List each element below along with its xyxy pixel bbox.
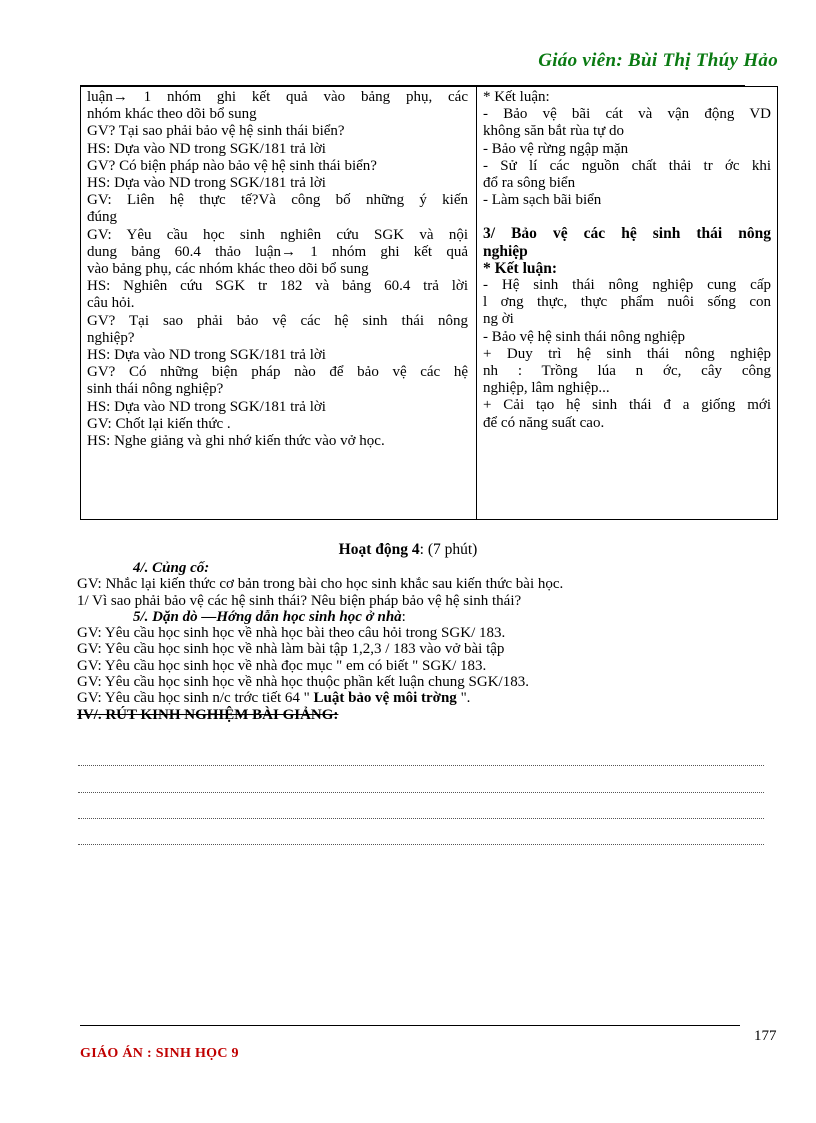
body-line: GV: Yêu cầu học sinh học về nhà làm bài tập 1,2,3 / 183 vào vở bài tập — [77, 641, 505, 658]
bottom-rule — [80, 1025, 740, 1026]
table-line: đổ ra sông biển — [483, 175, 576, 192]
table-line: luận→ 1 nhóm ghi kết quả vào bảng phụ, các — [87, 89, 468, 105]
table-line: câu hỏi. — [87, 295, 135, 312]
table-line: nhóm khác theo dõi bổ sung — [87, 106, 257, 123]
table-line: - Sử lí các nguồn chất thải tr ớc khi — [483, 157, 771, 174]
table-line: sinh thái nông nghiệp? — [87, 381, 224, 398]
table-line: + Duy trì hệ sinh thái nông nghiệp — [483, 345, 771, 362]
body-line: GV: Yêu cầu học sinh học về nhà đọc mục " em có biết " SGK/ 183. — [77, 657, 487, 674]
table-line: HS: Nghe giảng và ghi nhớ kiến thức vào vở học. — [87, 433, 385, 450]
table-line: - Bảo vệ hệ sinh thái nông nghiệp — [483, 328, 686, 345]
body-line: GV: Nhắc lại kiến thức cơ bản trong bài cho học sinh khắc sau kiến thức bài học. — [77, 576, 564, 593]
last-line-suffix: ". — [456, 690, 471, 707]
table-line: để có năng suất cao. — [483, 414, 605, 431]
table-line: HS: Dựa vào ND trong SGK/181 trả lời — [87, 140, 326, 157]
table-line: + Cải tạo hệ sinh thái đ a giống mới — [483, 397, 771, 414]
activity-title — [0, 541, 816, 559]
table-line: nh : Trồng lúa n ớc, cây công — [483, 363, 771, 380]
body-line: GV: Yêu cầu học sinh học về nhà học thuộc phần kết luận chung SGK/183. — [77, 674, 529, 691]
table-line: GV: Chốt lại kiến thức . — [87, 415, 231, 432]
lesson-body — [77, 560, 777, 723]
table-line: HS: Dựa vào ND trong SGK/181 trả lời — [87, 175, 326, 192]
table-line: * Kết luận: — [483, 89, 550, 105]
activity-time: : (7 phút) — [419, 541, 478, 558]
table-line: HS: Dựa vào ND trong SGK/181 trả lời — [87, 347, 326, 364]
table-line: HS: Dựa vào ND trong SGK/181 trả lời — [87, 398, 326, 415]
note-line — [78, 765, 764, 766]
table-line: không săn bắt rùa tự do — [483, 123, 625, 140]
teacher-student-column — [81, 87, 477, 519]
body-line — [77, 690, 777, 706]
table-line: vào bảng phụ, các nhóm khác theo dõi bổ sung — [87, 261, 369, 278]
table-line: GV: Liên hệ thực tế?Và công bố những ý kiến — [87, 192, 468, 209]
homework-label-suffix: : — [401, 608, 406, 625]
table-line: nghiệp? — [87, 329, 135, 346]
last-line-prefix: GV: Yêu cầu học sinh n/c trớc tiết 64 " — [77, 690, 314, 707]
content-column — [477, 87, 777, 519]
lesson-table — [80, 86, 778, 520]
homework-label: 5/. Dặn dò —Hớng dẫn học sinh học ở nhà — [133, 608, 402, 625]
table-line: đúng — [87, 209, 117, 226]
table-line: GV? Có biện pháp nào bảo vệ hệ sinh thái biển? — [87, 157, 377, 174]
footer-title: GIÁO ÁN : SINH HỌC 9 — [80, 1046, 239, 1061]
note-line — [78, 818, 764, 819]
table-line: - Bảo vệ bãi cát và vận động VD — [483, 106, 771, 123]
section-heading: 3/ Bảo vệ các hệ sinh thái nông — [483, 225, 771, 243]
note-line — [78, 844, 764, 845]
table-line: l ơng thực, thực phẩm nuôi sống con — [483, 294, 771, 311]
table-line: dung bảng 60.4 thảo luận→ 1 nhóm ghi kết quả — [87, 243, 468, 260]
section-heading-cont: nghiệp — [483, 242, 528, 260]
page-number: 177 — [754, 1028, 777, 1044]
law-title: Luật bảo vệ môi trờng — [313, 690, 457, 707]
table-line: - Hệ sinh thái nông nghiệp cung cấp — [483, 277, 771, 294]
table-line: - Làm sạch bãi biển — [483, 192, 602, 209]
conclusion-label: * Kết luận: — [483, 259, 558, 277]
note-line — [78, 792, 764, 793]
table-line: GV? Tại sao phải bảo vệ các hệ sinh thái nông — [87, 312, 468, 329]
teacher-name: Giáo viên: Bùi Thị Thúy Hảo — [538, 50, 778, 71]
table-line: HS: Nghiên cứu SGK tr 182 và bảng 60.4 trả lời — [87, 278, 468, 295]
table-line: - Bảo vệ rừng ngập mặn — [483, 140, 629, 157]
table-line: GV? Có những biện pháp nào để bảo vệ các hệ — [87, 364, 468, 381]
table-line: GV? Tại sao phải bảo vệ hệ sinh thái biển? — [87, 123, 345, 140]
activity-name: Hoạt động 4 — [338, 541, 420, 558]
table-line: GV: Yêu cầu học sinh nghiên cứu SGK và nội — [87, 226, 468, 243]
experience-heading: IV/. RÚT KINH NGHIỆM BÀI GIẢNG: — [77, 706, 339, 723]
table-line: nghiệp, lâm nghiệp... — [483, 380, 610, 397]
body-line: GV: Yêu cầu học sinh học về nhà học bài theo câu hỏi trong SGK/ 183. — [77, 625, 506, 642]
body-line: 1/ Vì sao phải bảo vệ các hệ sinh thái? Nêu biện pháp bảo vệ hệ sinh thái? — [77, 592, 522, 609]
homework-label-row — [77, 609, 777, 625]
consolidation-label: 4/. Củng cố: — [133, 560, 210, 576]
table-line: ng ời — [483, 311, 514, 328]
